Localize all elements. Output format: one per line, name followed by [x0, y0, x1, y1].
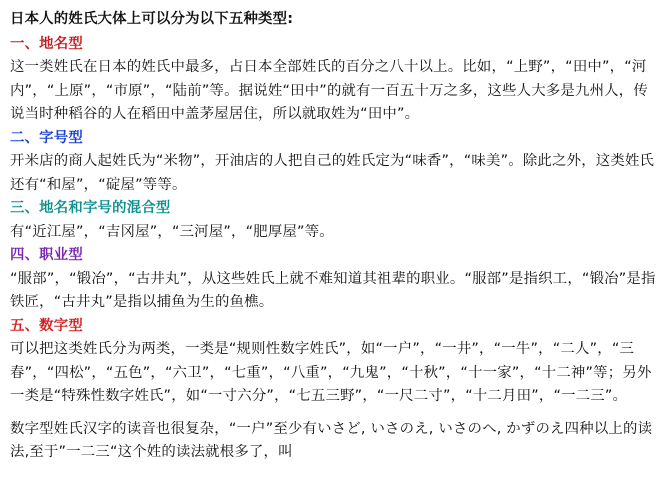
section-paragraph-3: 有“近江屋”，“吉冈屋”，“三河屋”，“肥厚屋”等。	[10, 223, 334, 240]
section-heading-1: 一、地名型	[10, 35, 83, 52]
section-heading-2: 二、字号型	[10, 129, 83, 146]
section-heading-3: 三、地名和字号的混合型	[10, 200, 171, 216]
section-paragraph-5a: 可以把这类姓氏分为两类，一类是“规则性数字姓氏”，如“一户”，“一井”，“一牛”，“二人”，“三春”，“四松”，“五色”，“六卫”，“七重”，“八重”，“九鬼”，“十秋”，“十一家”，“十二神”等；另外一类是“特殊性数字姓氏”，如“一寸六分”，“七五三野”，“一尺二寸”，“十二月田”，“一二三”。	[10, 341, 652, 404]
section-heading-4: 四、职业型	[10, 247, 83, 263]
section-paragraph-4: “服部”，“锻冶”，“古井丸”，从这些姓氏上就不难知道其祖辈的职业。“服部”是指织工，“锻冶”是指铁匠，“古井丸”是指以捕鱼为生的鱼樵。	[10, 270, 656, 310]
paragraph-spacer	[10, 409, 657, 418]
page-title: 日本人的姓氏大体上可以分为以下五种类型:	[10, 11, 294, 27]
section-heading-5: 五、数字型	[10, 317, 83, 334]
section-paragraph-1: 这一类姓氏在日本的姓氏中最多，占日本全部姓氏的百分之八十以上。比如，“上野”，“田中”，“河内”，“上原”，“市原”，“陆前”等。据说姓“田中”的就有一百五十万之多，这些人大多是九州人，传说当时种稻谷的人在稻田中盖茅屋居住，所以就取姓为“田中”。	[10, 59, 648, 122]
section-paragraph-2: 开米店的商人起姓氏为“米物”，开油店的人把自己的姓氏定为“味香”，“味美”。除此之外，这类姓氏还有“和屋”，“碇屋”等等。	[10, 153, 655, 193]
section-paragraph-5b: 数字型姓氏汉字的读音也很复杂，“一户”至少有いさど, いさのえ, いさのへ, かずのえ四种以上的读法,至于”一二三“这个姓的读法就根多了，叫	[10, 420, 653, 460]
